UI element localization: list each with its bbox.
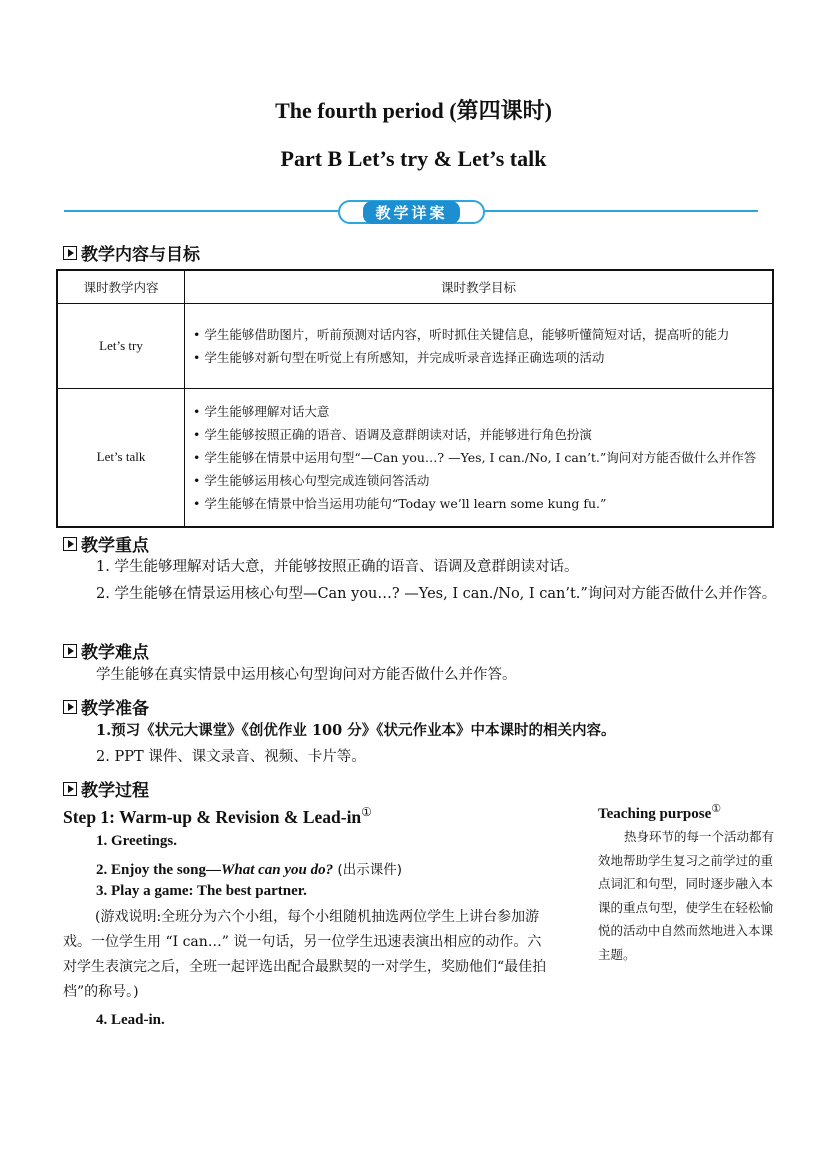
goals-table [56,269,774,528]
goal-item: • 学生能够借助图片，听前预测对话内容，听时抓住关键信息，能够听懂简短对话，提高听的能力 [193,327,730,342]
play-triangle-icon [63,700,77,714]
play-triangle-icon [63,246,77,260]
table-row [57,389,773,527]
play-triangle-icon [63,782,77,796]
page-subtitle: Part B Let’s try & Let’s talk [280,146,547,171]
play-triangle-icon [63,644,77,658]
sidebar-title: Teaching purpose① [598,803,722,822]
goal-item: • 学生能够在情景中运用句型“—Can you…? —Yes, I can./No, I can’t.”询问对方能否做什么并作答 [193,449,757,465]
preparation-item: 1.预习《状元大课堂》《创优作业 100 分》《状元作业本》中本课时的相关内容。 [96,722,616,739]
footnote-mark: ① [361,805,372,819]
banner-line-right [485,210,758,212]
table-cell-goals [185,389,774,527]
key-point-item: 2. 学生能够在情景运用核心句型—Can you…? —Yes, I can./No, I can’t.”询问对方能否做什么并作答。 [96,586,777,602]
process-item-game: 3. Play a game: The best partner. [96,883,307,899]
table-cell-goals [185,304,774,389]
goal-item: • 学生能够理解对话大意 [193,403,330,419]
song-title: What can you do? [221,862,334,878]
process-item-song: 2. Enjoy the song—What can you do? (出示课件) [96,862,402,878]
difficulty-text: 学生能够在真实情景中运用核心句型询问对方能否做什么并作答。 [96,667,517,683]
key-point-item: 1. 学生能够理解对话大意，并能够按照正确的语音、语调及意群朗读对话。 [96,559,579,575]
table-row [57,304,773,389]
section-heading-preparation: 教学准备 [63,694,149,719]
section-heading-content-goals: 教学内容与目标 [63,240,200,265]
section-heading-key-points: 教学重点 [63,531,149,556]
goal-item: • 学生能够按照正确的语音、语调及意群朗读对话，并能够进行角色扮演 [193,426,592,442]
banner-line-left [64,210,338,212]
section-banner [338,200,485,224]
game-description: (游戏说明:全班分为六个小组，每个小组随机抽选两位学生上讲台参加游戏。一位学生用 “I can…” 说一句话，另一位学生迅速表演出相应的动作。六对学生表演完之后，全班一起评选出配合最默契的一对学生，奖励他们“最佳拍档”的称号。) [63,909,547,1000]
preparation-item: 2. PPT 课件、课文录音、视频、卡片等。 [96,749,366,765]
table-cell-content: Let’s talk [57,389,185,527]
table-header-content: 课时教学内容 [57,270,185,304]
page-title: The fourth period (第四课时) [275,98,552,123]
process-item-leadin: 4. Lead-in. [96,1012,165,1028]
footnote-mark: ① [711,803,722,815]
goal-item: • 学生能够在情景中恰当运用功能句“Today we’ll learn some kung fu.” [193,495,607,511]
table-header-goals: 课时教学目标 [185,270,774,304]
step-title: Step 1: Warm-up & Revision & Lead-in① [63,805,372,827]
section-heading-difficulties: 教学难点 [63,638,149,663]
table-header-row [57,270,773,304]
play-triangle-icon [63,537,77,551]
table-cell-content: Let’s try [57,304,185,389]
goal-item: • 学生能够运用核心句型完成连锁问答活动 [193,472,430,488]
section-heading-process: 教学过程 [63,776,149,801]
sidebar-text: 热身环节的每一个活动都有效地帮助学生复习之前学过的重点词汇和句型，同时逐步融入本课的重点句型，使学生在轻松愉悦的活动中自然而然地进入本课主题。 [598,829,775,962]
banner-label: 教学详案 [363,201,459,224]
goal-item: • 学生能够对新句型在听觉上有所感知，并完成听录音选择正确选项的活动 [193,350,605,365]
process-item-greetings: 1. Greetings. [96,833,177,849]
